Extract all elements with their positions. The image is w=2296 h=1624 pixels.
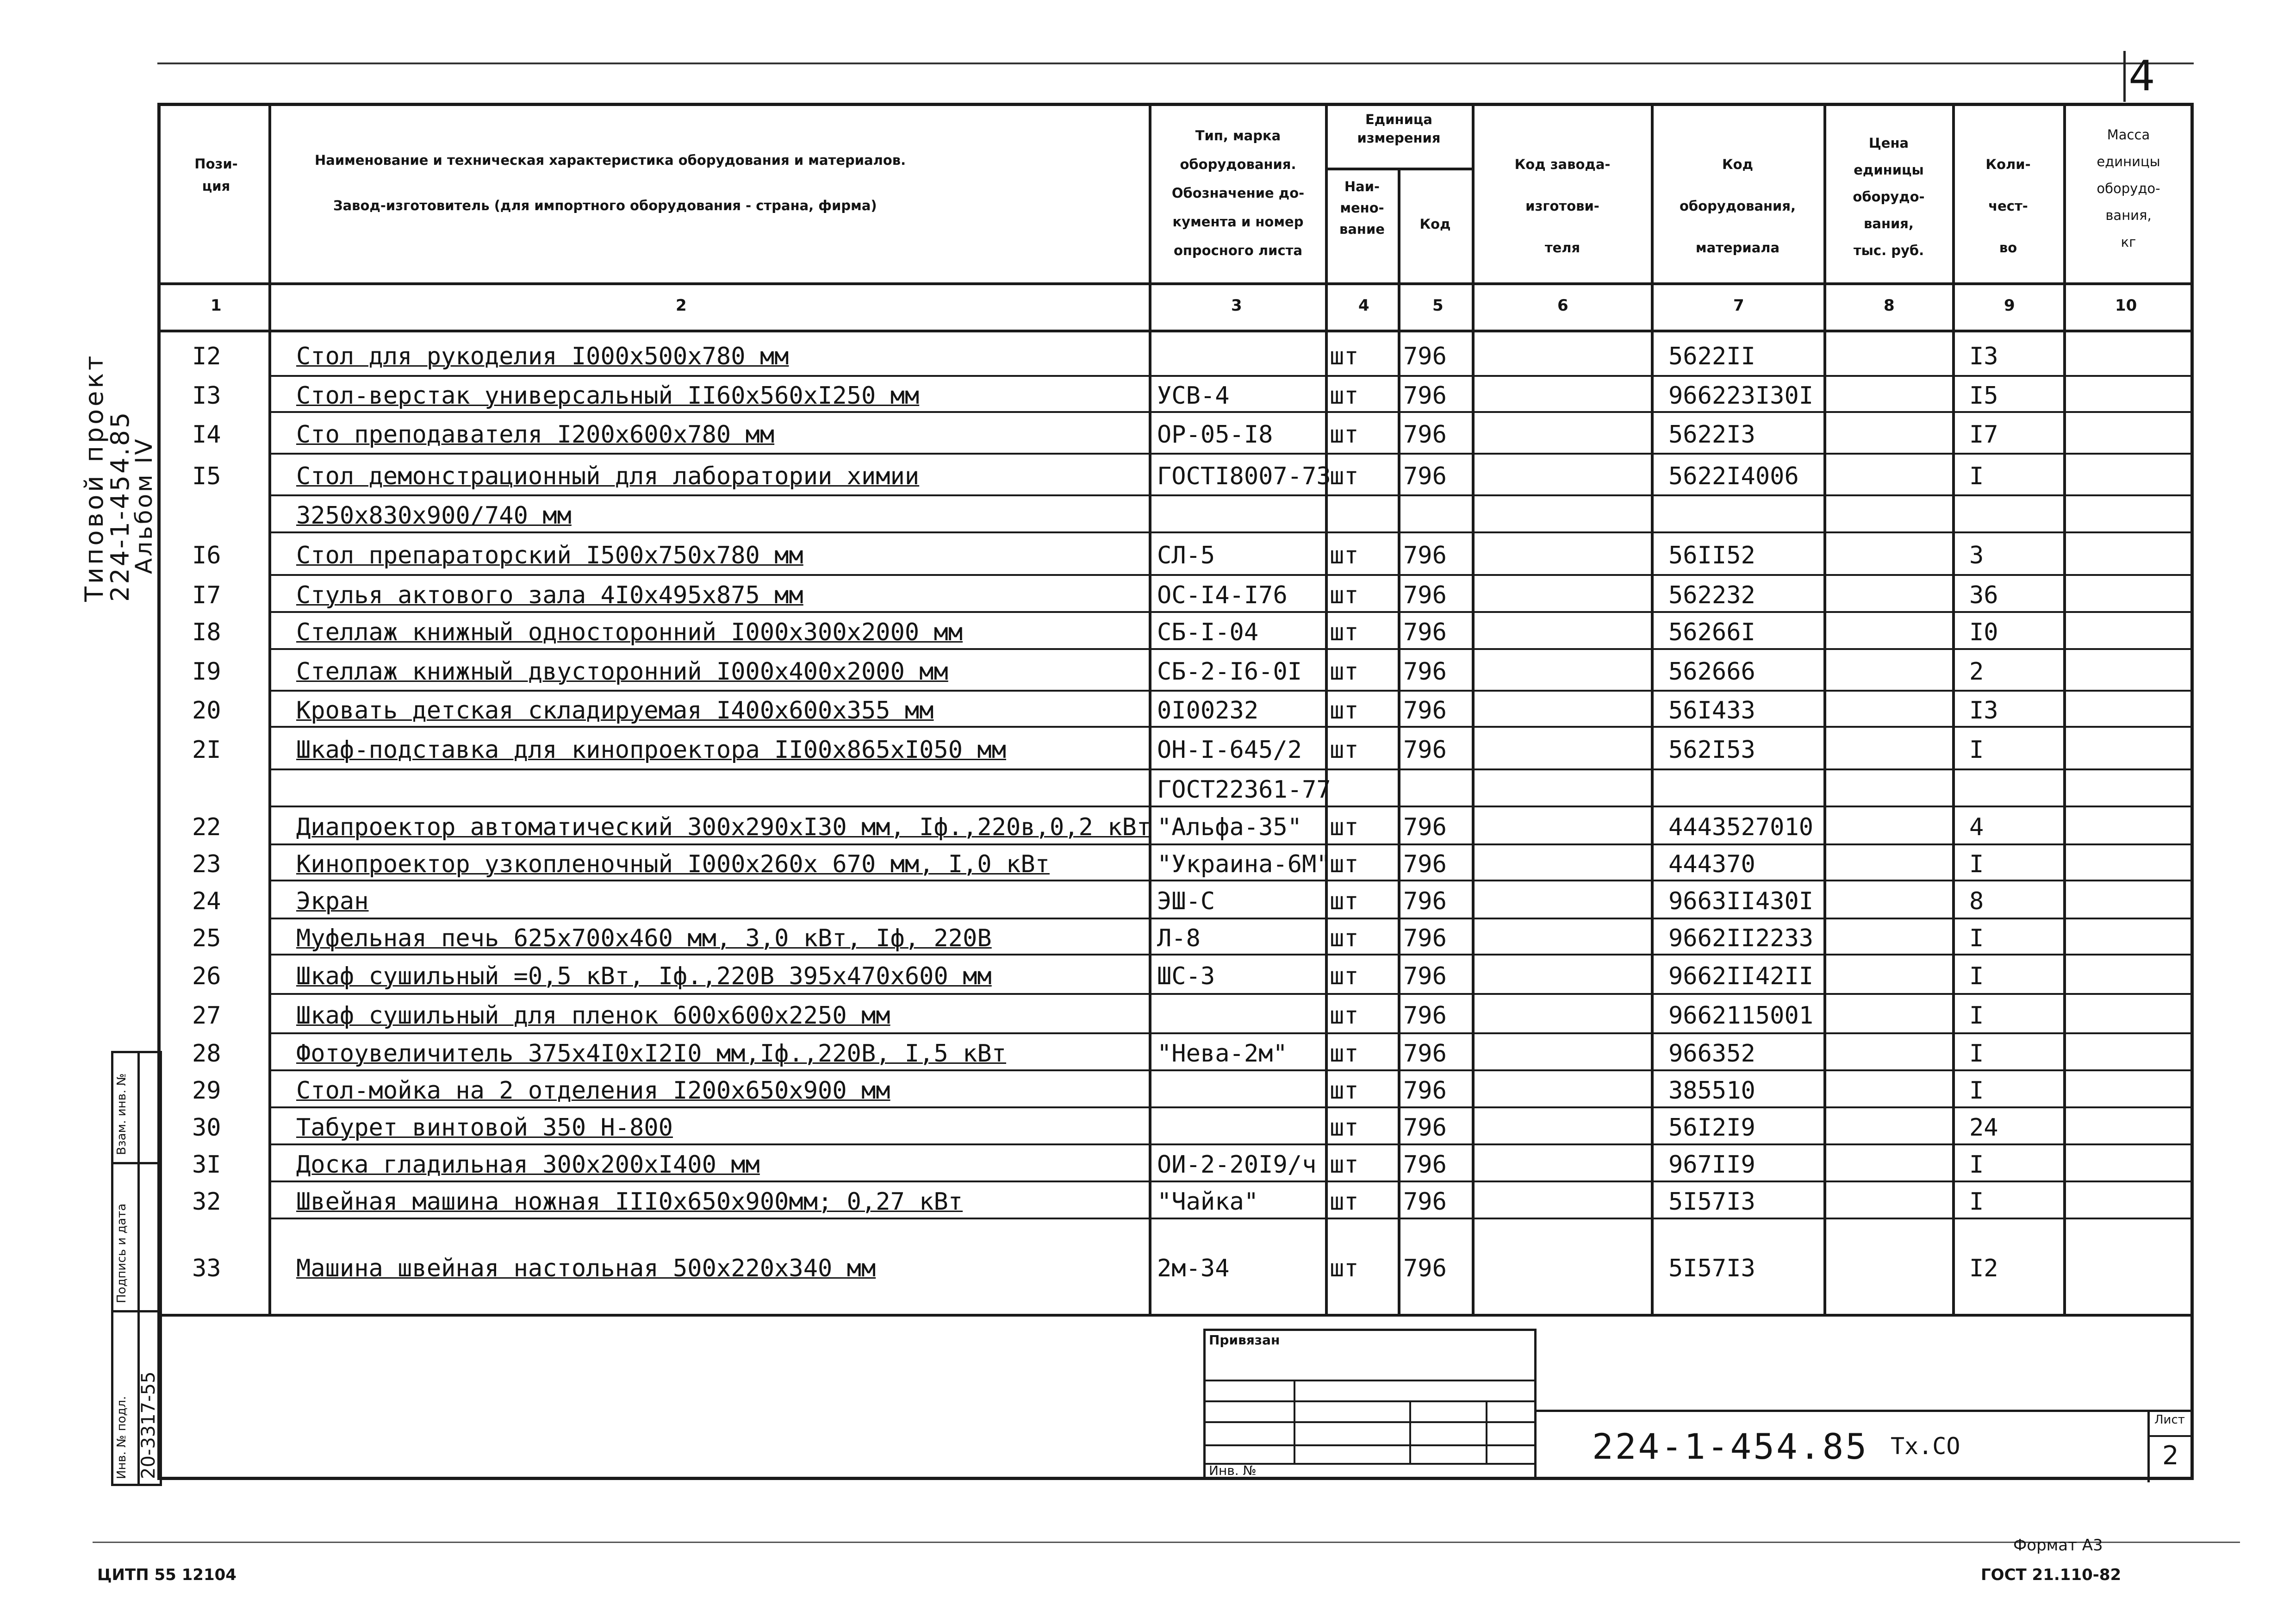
- cell-code: 796: [1403, 813, 1447, 841]
- cell-type: "Нева-2м": [1157, 1040, 1288, 1068]
- cell-name: Машина швейная настольная 500x220x340 мм: [296, 1255, 876, 1282]
- inventory-number: 20-3317-55: [138, 1371, 159, 1479]
- cell-name: 3250x830x900/740 мм: [296, 502, 572, 530]
- cell-code: 796: [1403, 343, 1447, 370]
- cell-name: Экран: [296, 887, 369, 915]
- footer-format: Формат А3: [2013, 1536, 2103, 1555]
- cell-mcode: 9663II430I: [1668, 887, 1814, 915]
- cell-name: Стулья актового зала 4I0x495x875 мм: [296, 581, 803, 609]
- cell-name: Фотоувеличитель 375x4I0xI2I0 мм,Iф.,220В, I,5 кВт: [296, 1040, 1007, 1068]
- cell-mcode: 56I433: [1668, 697, 1755, 725]
- cell-mcode: 9662II2233: [1668, 924, 1814, 952]
- header-unit-group: Единица измерения: [1357, 112, 1441, 146]
- colnum-9: 9: [2004, 296, 2015, 315]
- cell-mcode: 5622II: [1668, 343, 1755, 370]
- cell-type: "Чайка": [1157, 1188, 1259, 1216]
- document-mark: Тх.СО: [1891, 1433, 1960, 1460]
- cell-qty: I2: [1969, 1255, 1998, 1282]
- cell-mcode: 5622I4006: [1668, 462, 1799, 490]
- cell-name: Стеллаж книжный односторонний I000x300x2000 мм: [296, 618, 963, 646]
- cell-type: СЛ-5: [1157, 542, 1215, 569]
- cell-name: Стол для рукоделия I000x500x780 мм: [296, 343, 789, 370]
- cell-unit: шт: [1330, 736, 1359, 764]
- cell-qty: I: [1969, 1188, 1984, 1216]
- cell-qty: I: [1969, 1001, 1984, 1030]
- cell-pos: I5: [192, 462, 221, 490]
- cell-code: 796: [1403, 421, 1447, 449]
- cell-code: 796: [1403, 887, 1447, 915]
- cell-qty: I: [1969, 462, 1984, 490]
- cell-code: 796: [1403, 1255, 1447, 1282]
- cell-unit: шт: [1330, 542, 1359, 569]
- cell-pos: I6: [192, 542, 221, 569]
- cell-mcode: 562232: [1668, 581, 1755, 609]
- cell-type: ОН-I-645/2: [1157, 736, 1302, 764]
- footer-left-rule: [93, 1542, 2240, 1543]
- colnum-10: 10: [2115, 296, 2137, 315]
- cell-qty: I: [1969, 850, 1984, 878]
- top-border-line: [157, 62, 2194, 64]
- cell-name: Стол-верстак универсальный II60x560xI250 мм: [296, 382, 920, 410]
- cell-mcode: 9662II42II: [1668, 962, 1814, 990]
- cell-pos: 3I: [192, 1151, 221, 1179]
- cell-unit: шт: [1330, 1077, 1359, 1105]
- footer-gost: ГОСТ 21.110-82: [1981, 1566, 2122, 1584]
- cell-unit: шт: [1330, 887, 1359, 915]
- cell-unit: шт: [1330, 1114, 1359, 1142]
- header-type: Тип, марка оборудования. Обозначение до- кумента и номер опросного листа: [1171, 128, 1305, 258]
- cell-type: 0I00232: [1157, 697, 1259, 725]
- cell-unit: шт: [1330, 850, 1359, 878]
- cell-type: ОИ-2-20I9/ч: [1157, 1151, 1317, 1179]
- cell-type: 2м-34: [1157, 1255, 1230, 1282]
- cell-qty: I3: [1969, 697, 1998, 725]
- cell-type: Л-8: [1157, 924, 1201, 952]
- cell-mcode: 56II52: [1668, 542, 1755, 569]
- cell-unit: шт: [1330, 618, 1359, 646]
- cell-mcode: 56266I: [1668, 618, 1755, 646]
- cell-mcode: 966223I30I: [1668, 382, 1814, 410]
- colnum-2: 2: [676, 296, 687, 315]
- cell-code: 796: [1403, 1151, 1447, 1179]
- cell-unit: шт: [1330, 658, 1359, 686]
- side-project-code: 224-1-454.85: [106, 410, 135, 602]
- cell-pos: 27: [192, 1001, 221, 1030]
- cell-qty: I3: [1969, 343, 1998, 370]
- cell-unit: шт: [1330, 697, 1359, 725]
- cell-name: Стол-мойка на 2 отделения I200x650x900 мм: [296, 1077, 890, 1105]
- cell-name: Стол демонстрационный для лаборатории химии: [296, 462, 920, 490]
- cell-mcode: 966352: [1668, 1040, 1755, 1068]
- cell-unit: шт: [1330, 421, 1359, 449]
- cell-type: СБ-I-04: [1157, 618, 1259, 646]
- cell-unit: шт: [1330, 581, 1359, 609]
- cell-unit: шт: [1330, 1151, 1359, 1179]
- cell-pos: 32: [192, 1188, 221, 1216]
- cell-name: Диапроектор автоматический 300x290xI30 мм, Iф.,220в,0,2 кВт: [296, 813, 1151, 841]
- cell-pos: 26: [192, 962, 221, 990]
- cell-code: 796: [1403, 1001, 1447, 1030]
- stamp-privyazan-box: [1203, 1329, 1537, 1480]
- cell-qty: I: [1969, 1077, 1984, 1105]
- cell-unit: шт: [1330, 813, 1359, 841]
- header-material-code: Код оборудования, материала: [1679, 156, 1796, 256]
- cell-qty: 36: [1969, 581, 1998, 609]
- stamp-inv-label: Инв. №: [1209, 1463, 1257, 1478]
- cell-type: ГОСТI8007-73: [1157, 462, 1331, 490]
- table-bottom-rule: [157, 1314, 2194, 1317]
- cell-mcode: 9662115001: [1668, 1001, 1814, 1030]
- header-subrule: [1325, 168, 1472, 170]
- cell-qty: I: [1969, 1151, 1984, 1179]
- cell-mcode: 5I57I3: [1668, 1255, 1755, 1282]
- cell-name: Табурет винтовой 350 Н-800: [296, 1114, 673, 1142]
- cell-code: 796: [1403, 962, 1447, 990]
- header-unit-code: Код: [1419, 216, 1451, 232]
- inventory-label-original: Инв. № подл.: [115, 1396, 129, 1479]
- cell-pos: 30: [192, 1114, 221, 1142]
- cell-unit: шт: [1330, 1255, 1359, 1282]
- cell-name: Кинопроектор узкопленочный I000x260x 670 мм, I,0 кВт: [296, 850, 1050, 878]
- header-quantity: Коли- чест- во: [1985, 156, 2031, 256]
- cell-qty: I: [1969, 962, 1984, 990]
- cell-qty: 2: [1969, 658, 1984, 686]
- cell-mcode: 56I2I9: [1668, 1114, 1755, 1142]
- cell-qty: 4: [1969, 813, 1984, 841]
- cell-pos: 24: [192, 887, 221, 915]
- cell-qty: I: [1969, 736, 1984, 764]
- cell-unit: шт: [1330, 962, 1359, 990]
- header-unit-name: Наи- мено- вание: [1339, 179, 1385, 237]
- cell-mcode: 4443527010: [1668, 813, 1814, 841]
- cell-pos: 20: [192, 697, 221, 725]
- cell-name: Шкаф-подставка для кинопроектора II00x865xI050 мм: [296, 736, 1007, 764]
- colnum-4: 4: [1358, 296, 1369, 315]
- cell-type: ГОСТ22361-77: [1157, 776, 1331, 804]
- cell-type: УСВ-4: [1157, 382, 1230, 410]
- stamp-privyazan-label: Привязан: [1209, 1332, 1280, 1348]
- inventory-label-sign: Подпись и дата: [115, 1203, 129, 1303]
- cell-code: 796: [1403, 1114, 1447, 1142]
- header-bottom-rule: [157, 282, 2194, 285]
- top-sheet-number: 4: [2123, 51, 2158, 102]
- header-mass: Масса единицы оборудо- вания, кг: [2097, 127, 2160, 250]
- cell-unit: шт: [1330, 1040, 1359, 1068]
- cell-pos: 23: [192, 850, 221, 878]
- colnum-7: 7: [1733, 296, 1744, 315]
- cell-mcode: 5I57I3: [1668, 1188, 1755, 1216]
- cell-name: Шкаф сушильный =0,5 кВт, Iф.,220В 395x470x600 мм: [296, 962, 992, 990]
- cell-mcode: 562666: [1668, 658, 1755, 686]
- cell-qty: 3: [1969, 542, 1984, 569]
- cell-name: Доска гладильная 300x200xI400 мм: [296, 1151, 760, 1179]
- cell-unit: шт: [1330, 1188, 1359, 1216]
- cell-qty: 8: [1969, 887, 1984, 915]
- cell-code: 796: [1403, 1188, 1447, 1216]
- sheet-label: Лист: [2154, 1413, 2185, 1427]
- cell-unit: шт: [1330, 924, 1359, 952]
- cell-name: Шкаф сушильный для пленок 600x600x2250 мм: [296, 1001, 890, 1030]
- cell-type: ШС-3: [1157, 962, 1215, 990]
- cell-unit: шт: [1330, 1001, 1359, 1030]
- cell-code: 796: [1403, 850, 1447, 878]
- cell-code: 796: [1403, 1077, 1447, 1105]
- colnum-8: 8: [1884, 296, 1895, 315]
- cell-code: 796: [1403, 697, 1447, 725]
- cell-pos: 25: [192, 924, 221, 952]
- header-position: Пози- ция: [194, 156, 238, 194]
- cell-pos: I4: [192, 421, 221, 449]
- cell-code: 796: [1403, 462, 1447, 490]
- cell-code: 796: [1403, 924, 1447, 952]
- cell-qty: I: [1969, 924, 1984, 952]
- cell-pos: 2I: [192, 736, 221, 764]
- cell-pos: I7: [192, 581, 221, 609]
- footer-left-text: ЦИТП 55 12104: [97, 1566, 236, 1584]
- cell-type: "Альфа-35": [1157, 813, 1302, 841]
- sheet-number: 2: [2162, 1441, 2179, 1471]
- cell-name: Швейная машина ножная III0x650x900мм; 0,27 кВт: [296, 1188, 963, 1216]
- cell-pos: 22: [192, 813, 221, 841]
- cell-qty: I5: [1969, 382, 1998, 410]
- cell-code: 796: [1403, 382, 1447, 410]
- cell-code: 796: [1403, 1040, 1447, 1068]
- colnum-5: 5: [1432, 296, 1444, 315]
- cell-pos: I8: [192, 618, 221, 646]
- inventory-label-replace: Взам. инв. №: [115, 1073, 129, 1155]
- cell-name: Муфельная печь 625x700x460 мм, 3,0 кВт, Iф, 220В: [296, 924, 992, 952]
- cell-pos: 28: [192, 1040, 221, 1068]
- cell-unit: шт: [1330, 462, 1359, 490]
- cell-type: ОС-I4-I76: [1157, 581, 1288, 609]
- cell-qty: 24: [1969, 1114, 1998, 1142]
- cell-mcode: 562I53: [1668, 736, 1755, 764]
- cell-code: 796: [1403, 542, 1447, 569]
- cell-mcode: 444370: [1668, 850, 1755, 878]
- cell-pos: 33: [192, 1255, 221, 1282]
- cell-unit: шт: [1330, 382, 1359, 410]
- colnum-3: 3: [1231, 296, 1242, 315]
- cell-code: 796: [1403, 618, 1447, 646]
- colnum-6: 6: [1557, 296, 1568, 315]
- cell-type: ОР-05-I8: [1157, 421, 1273, 449]
- cell-name: Сто преподавателя I200x600x780 мм: [296, 421, 775, 449]
- header-name-line1: Наименование и техническая характеристика оборудования и материалов.: [315, 152, 906, 168]
- cell-code: 796: [1403, 736, 1447, 764]
- cell-qty: I0: [1969, 618, 1998, 646]
- colnum-1: 1: [211, 296, 222, 315]
- cell-qty: I: [1969, 1040, 1984, 1068]
- cell-pos: I3: [192, 382, 221, 410]
- cell-name: Кровать детская складируемая I400x600x355 мм: [296, 697, 934, 725]
- cell-type: СБ-2-I6-0I: [1157, 658, 1302, 686]
- cell-mcode: 385510: [1668, 1077, 1755, 1105]
- side-project-title: Типовой проект: [80, 353, 109, 602]
- cell-code: 796: [1403, 658, 1447, 686]
- cell-type: "Украина-6М": [1157, 850, 1331, 878]
- header-price: Цена единицы оборудо- вания, тыс. руб.: [1853, 135, 1925, 258]
- cell-pos: I2: [192, 343, 221, 370]
- cell-unit: шт: [1330, 343, 1359, 370]
- cell-pos: I9: [192, 658, 221, 686]
- document-code: 224-1-454.85: [1592, 1426, 1869, 1467]
- cell-name: Стеллаж книжный двусторонний I000x400x2000 мм: [296, 658, 948, 686]
- side-album: Альбом IV: [131, 437, 157, 574]
- cell-code: 796: [1403, 581, 1447, 609]
- cell-mcode: 5622I3: [1668, 421, 1755, 449]
- header-name-line2: Завод-изготовитель (для импортного оборудования - страна, фирма): [333, 198, 877, 213]
- cell-name: Стол препараторский I500x750x780 мм: [296, 542, 803, 569]
- cell-mcode: 967II9: [1668, 1151, 1755, 1179]
- header-factory-code: Код завода- изготови- теля: [1514, 156, 1611, 256]
- cell-qty: I7: [1969, 421, 1998, 449]
- cell-pos: 29: [192, 1077, 221, 1105]
- cell-type: ЭШ-С: [1157, 887, 1215, 915]
